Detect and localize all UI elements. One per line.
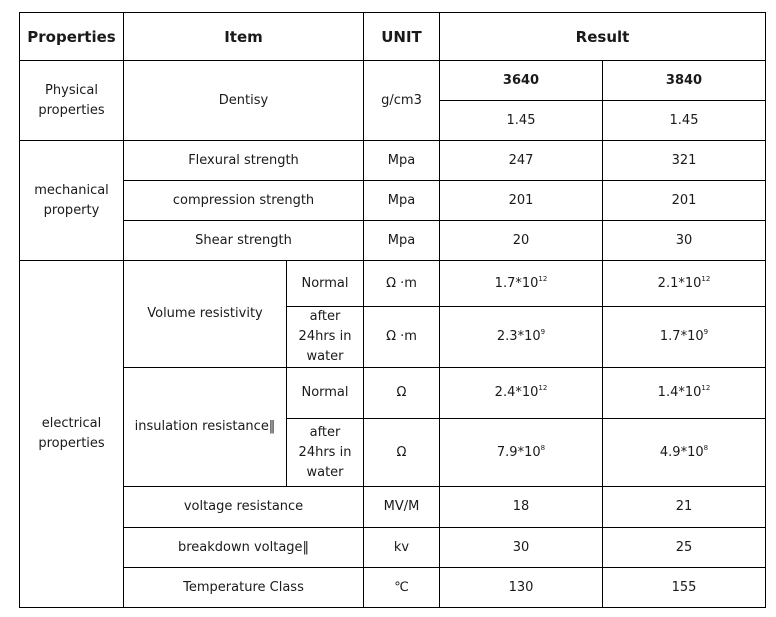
value-flexural-3640: 247 (440, 141, 603, 181)
header-result: Result (440, 13, 766, 61)
value-insulation-normal-3640: $2.4*10^{12}$ (440, 368, 603, 419)
item-compression-strength: compression strength (124, 181, 364, 221)
group-physical: Physical properties (20, 61, 124, 141)
unit-insulation-water: Ω (364, 419, 440, 487)
item-breakdown-voltage: breakdown voltage‖ (124, 528, 364, 568)
value-volume-normal-3840: $2.1*10^{12}$ (603, 261, 766, 307)
value-compression-3640: 201 (440, 181, 603, 221)
item-volume-resistivity: Volume resistivity (124, 261, 287, 368)
item-temperature-class: Temperature Class (124, 568, 364, 608)
value-voltage-resistance-3840: 21 (603, 487, 766, 528)
condition-volume-normal: Normal (287, 261, 364, 307)
header-properties: Properties (20, 13, 124, 61)
value-insulation-water-3640: $7.9*10^8$ (440, 419, 603, 487)
unit-density: g/cm3 (364, 61, 440, 141)
group-electrical: electrical properties (20, 261, 124, 608)
unit-voltage-resistance: MV/M (364, 487, 440, 528)
properties-table (19, 12, 766, 608)
value-shear-3640: 20 (440, 221, 603, 261)
unit-volume-water: Ω ·m (364, 307, 440, 368)
header-item: Item (124, 13, 364, 61)
header-unit: UNIT (364, 13, 440, 61)
value-insulation-normal-3840: $1.4*10^{12}$ (603, 368, 766, 419)
value-shear-3840: 30 (603, 221, 766, 261)
condition-insulation-water: after 24hrs in water (287, 419, 364, 487)
unit-volume-normal: Ω ·m (364, 261, 440, 307)
value-temperature-class-3840: 155 (603, 568, 766, 608)
unit-compression-strength: Mpa (364, 181, 440, 221)
unit-breakdown-voltage: kv (364, 528, 440, 568)
value-breakdown-voltage-3640: 30 (440, 528, 603, 568)
value-breakdown-voltage-3840: 25 (603, 528, 766, 568)
unit-insulation-normal: Ω (364, 368, 440, 419)
value-temperature-class-3640: 130 (440, 568, 603, 608)
item-flexural-strength: Flexural strength (124, 141, 364, 181)
condition-volume-water: after 24hrs in water (287, 307, 364, 368)
value-insulation-water-3840: $4.9*10^8$ (603, 419, 766, 487)
model-3840: 3840 (603, 61, 766, 101)
condition-insulation-normal: Normal (287, 368, 364, 419)
unit-flexural-strength: Mpa (364, 141, 440, 181)
item-voltage-resistance: voltage resistance (124, 487, 364, 528)
value-density-3840: 1.45 (603, 101, 766, 141)
item-insulation-resistance: insulation resistance‖ (124, 368, 287, 487)
value-voltage-resistance-3640: 18 (440, 487, 603, 528)
unit-shear-strength: Mpa (364, 221, 440, 261)
value-volume-normal-3640: $1.7*10^{12}$ (440, 261, 603, 307)
item-density: Dentisy (124, 61, 364, 141)
item-shear-strength: Shear strength (124, 221, 364, 261)
value-flexural-3840: 321 (603, 141, 766, 181)
value-volume-water-3640: $2.3*10^9$ (440, 307, 603, 368)
value-density-3640: 1.45 (440, 101, 603, 141)
value-compression-3840: 201 (603, 181, 766, 221)
value-volume-water-3840: $1.7*10^9$ (603, 307, 766, 368)
group-mechanical: mechanical property (20, 141, 124, 261)
model-3640: 3640 (440, 61, 603, 101)
unit-temperature-class: ℃ (364, 568, 440, 608)
